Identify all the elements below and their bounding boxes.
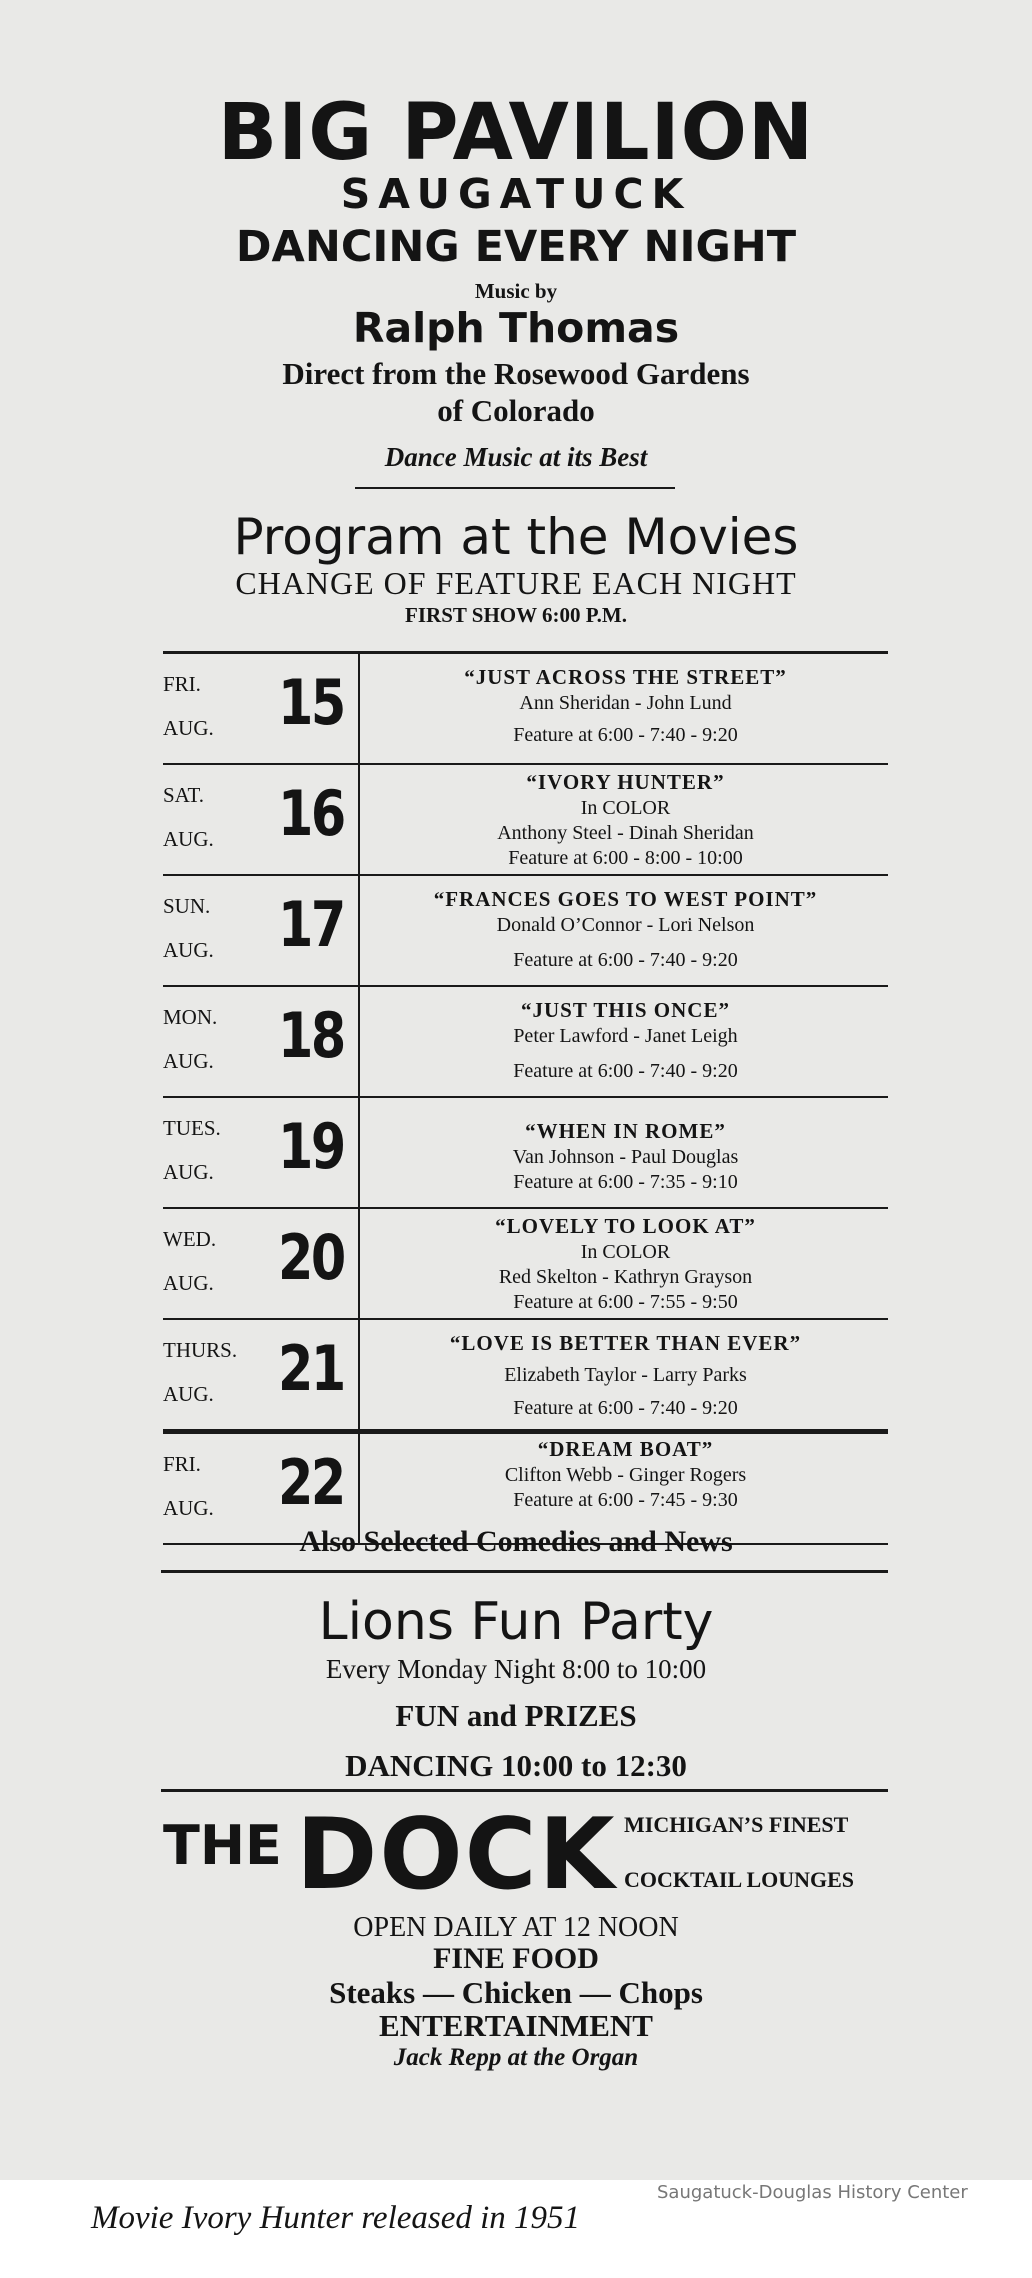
month-label: AUG. [163, 1382, 214, 1406]
feature-times: Feature at 6:00 - 7:40 - 9:20 [513, 949, 738, 971]
dock-tagline-bottom: COCKTAIL LOUNGES [624, 1867, 855, 1892]
lions-party-when: Every Monday Night 8:00 to 10:00 [325, 1654, 707, 1684]
month-label: AUG. [163, 1271, 214, 1295]
date-number: 19 [278, 1110, 344, 1183]
dancing-tagline: DANCING EVERY NIGHT [235, 222, 797, 272]
schedule-row [163, 1209, 888, 1320]
also-selected-line: Also Selected Comedies and News [299, 1525, 733, 1558]
movie-cast: Peter Lawford - Janet Leigh [513, 1025, 738, 1047]
movie-cast: Red Skelton - Kathryn Grayson [498, 1266, 753, 1288]
colorado-line: of Colorado [437, 393, 595, 428]
date-number: 21 [278, 1332, 344, 1405]
dock-tagline-top: MICHIGAN’S FINEST [624, 1812, 849, 1837]
month-label: AUG. [163, 938, 214, 962]
month-label: AUG. [163, 827, 214, 851]
movie-title: “WHEN IN ROME” [525, 1119, 726, 1143]
organist-line: Jack Repp at the Organ [393, 2044, 639, 2071]
slogan-divider [355, 487, 675, 489]
movie-title: “IVORY HUNTER” [526, 770, 725, 794]
date-number: 22 [278, 1446, 344, 1519]
day-label: MON. [163, 1005, 218, 1029]
poster-title: BIG PAVILION [217, 88, 815, 178]
schedule-row [163, 765, 888, 876]
day-label: SAT. [163, 783, 205, 807]
month-label: AUG. [163, 716, 214, 740]
direct-from-line: Direct from the Rosewood Gardens [282, 356, 750, 391]
fun-prizes-line: FUN and PRIZES [395, 1698, 637, 1733]
photo-caption: Movie Ivory Hunter released in 1951 [91, 2200, 581, 2236]
date-number: 17 [278, 888, 344, 961]
month-label: AUG. [163, 1496, 214, 1520]
dock-divider [161, 1789, 888, 1792]
schedule-row [163, 987, 888, 1098]
movie-cast: Elizabeth Taylor - Larry Parks [504, 1364, 747, 1386]
feature-times: Feature at 6:00 - 7:55 - 9:50 [513, 1291, 738, 1313]
schedule-row [163, 1098, 888, 1209]
day-label: THURS. [163, 1338, 238, 1362]
movie-cast: Anthony Steel - Dinah Sheridan [497, 822, 754, 844]
history-center-credit: Saugatuck-Douglas History Center [657, 2182, 968, 2203]
schedule-row [163, 651, 888, 765]
also-divider [161, 1570, 888, 1573]
movie-cast: Donald O’Connor - Lori Nelson [496, 914, 755, 936]
movie-cast: Van Johnson - Paul Douglas [512, 1146, 739, 1168]
dance-slogan: Dance Music at its Best [384, 442, 648, 472]
open-hours-line: OPEN DAILY AT 12 NOON [353, 1912, 679, 1943]
music-by-label: Music by [474, 279, 558, 303]
movie-title: “LOVE IS BETTER THAN EVER” [449, 1331, 802, 1355]
date-number: 18 [278, 999, 344, 1072]
dock-the-label: THE [163, 1814, 282, 1877]
movie-cast: Clifton Webb - Ginger Rogers [504, 1464, 747, 1486]
first-show-line: FIRST SHOW 6:00 P.M. [405, 603, 627, 627]
date-number: 15 [278, 666, 344, 739]
day-label: WED. [163, 1227, 217, 1251]
movie-schedule [163, 651, 888, 1545]
movie-color-note: In COLOR [580, 797, 671, 819]
feature-times: Feature at 6:00 - 7:40 - 9:20 [513, 1397, 738, 1419]
movie-title: “JUST ACROSS THE STREET” [464, 665, 787, 689]
location-label: SAUGATUCK [340, 170, 692, 218]
movie-title: “LOVELY TO LOOK AT” [495, 1214, 756, 1238]
feature-times: Feature at 6:00 - 7:40 - 9:20 [513, 1060, 738, 1082]
day-label: FRI. [163, 672, 201, 696]
movie-cast: Ann Sheridan - John Lund [519, 692, 732, 714]
day-label: TUES. [163, 1116, 221, 1140]
movie-title: “JUST THIS ONCE” [521, 998, 730, 1022]
lions-party-title: Lions Fun Party [318, 1592, 714, 1652]
day-label: SUN. [163, 894, 211, 918]
schedule-row [163, 1320, 888, 1431]
schedule-row [163, 876, 888, 987]
movie-title: “FRANCES GOES TO WEST POINT” [433, 887, 818, 911]
month-label: AUG. [163, 1160, 214, 1184]
band-name: Ralph Thomas [352, 304, 680, 352]
month-label: AUG. [163, 1049, 214, 1073]
date-number: 20 [278, 1221, 344, 1294]
feature-times: Feature at 6:00 - 8:00 - 10:00 [508, 847, 743, 869]
feature-times: Feature at 6:00 - 7:35 - 9:10 [513, 1171, 738, 1193]
feature-times: Feature at 6:00 - 7:40 - 9:20 [513, 724, 738, 746]
entertainment-line: ENTERTAINMENT [379, 2008, 653, 2043]
change-feature-line: CHANGE OF FEATURE EACH NIGHT [235, 565, 797, 601]
fine-food-line: FINE FOOD [433, 1942, 599, 1975]
date-number: 16 [278, 777, 344, 850]
movie-title: “DREAM BOAT” [537, 1437, 714, 1461]
day-label: FRI. [163, 1452, 201, 1476]
feature-times: Feature at 6:00 - 7:45 - 9:30 [513, 1489, 738, 1511]
movies-heading: Program at the Movies [233, 508, 799, 566]
dancing-times-line: DANCING 10:00 to 12:30 [345, 1748, 687, 1783]
dock-logo: DOCK [296, 1798, 617, 1912]
movie-color-note: In COLOR [580, 1241, 671, 1263]
menu-line: Steaks — Chicken — Chops [329, 1975, 703, 2010]
